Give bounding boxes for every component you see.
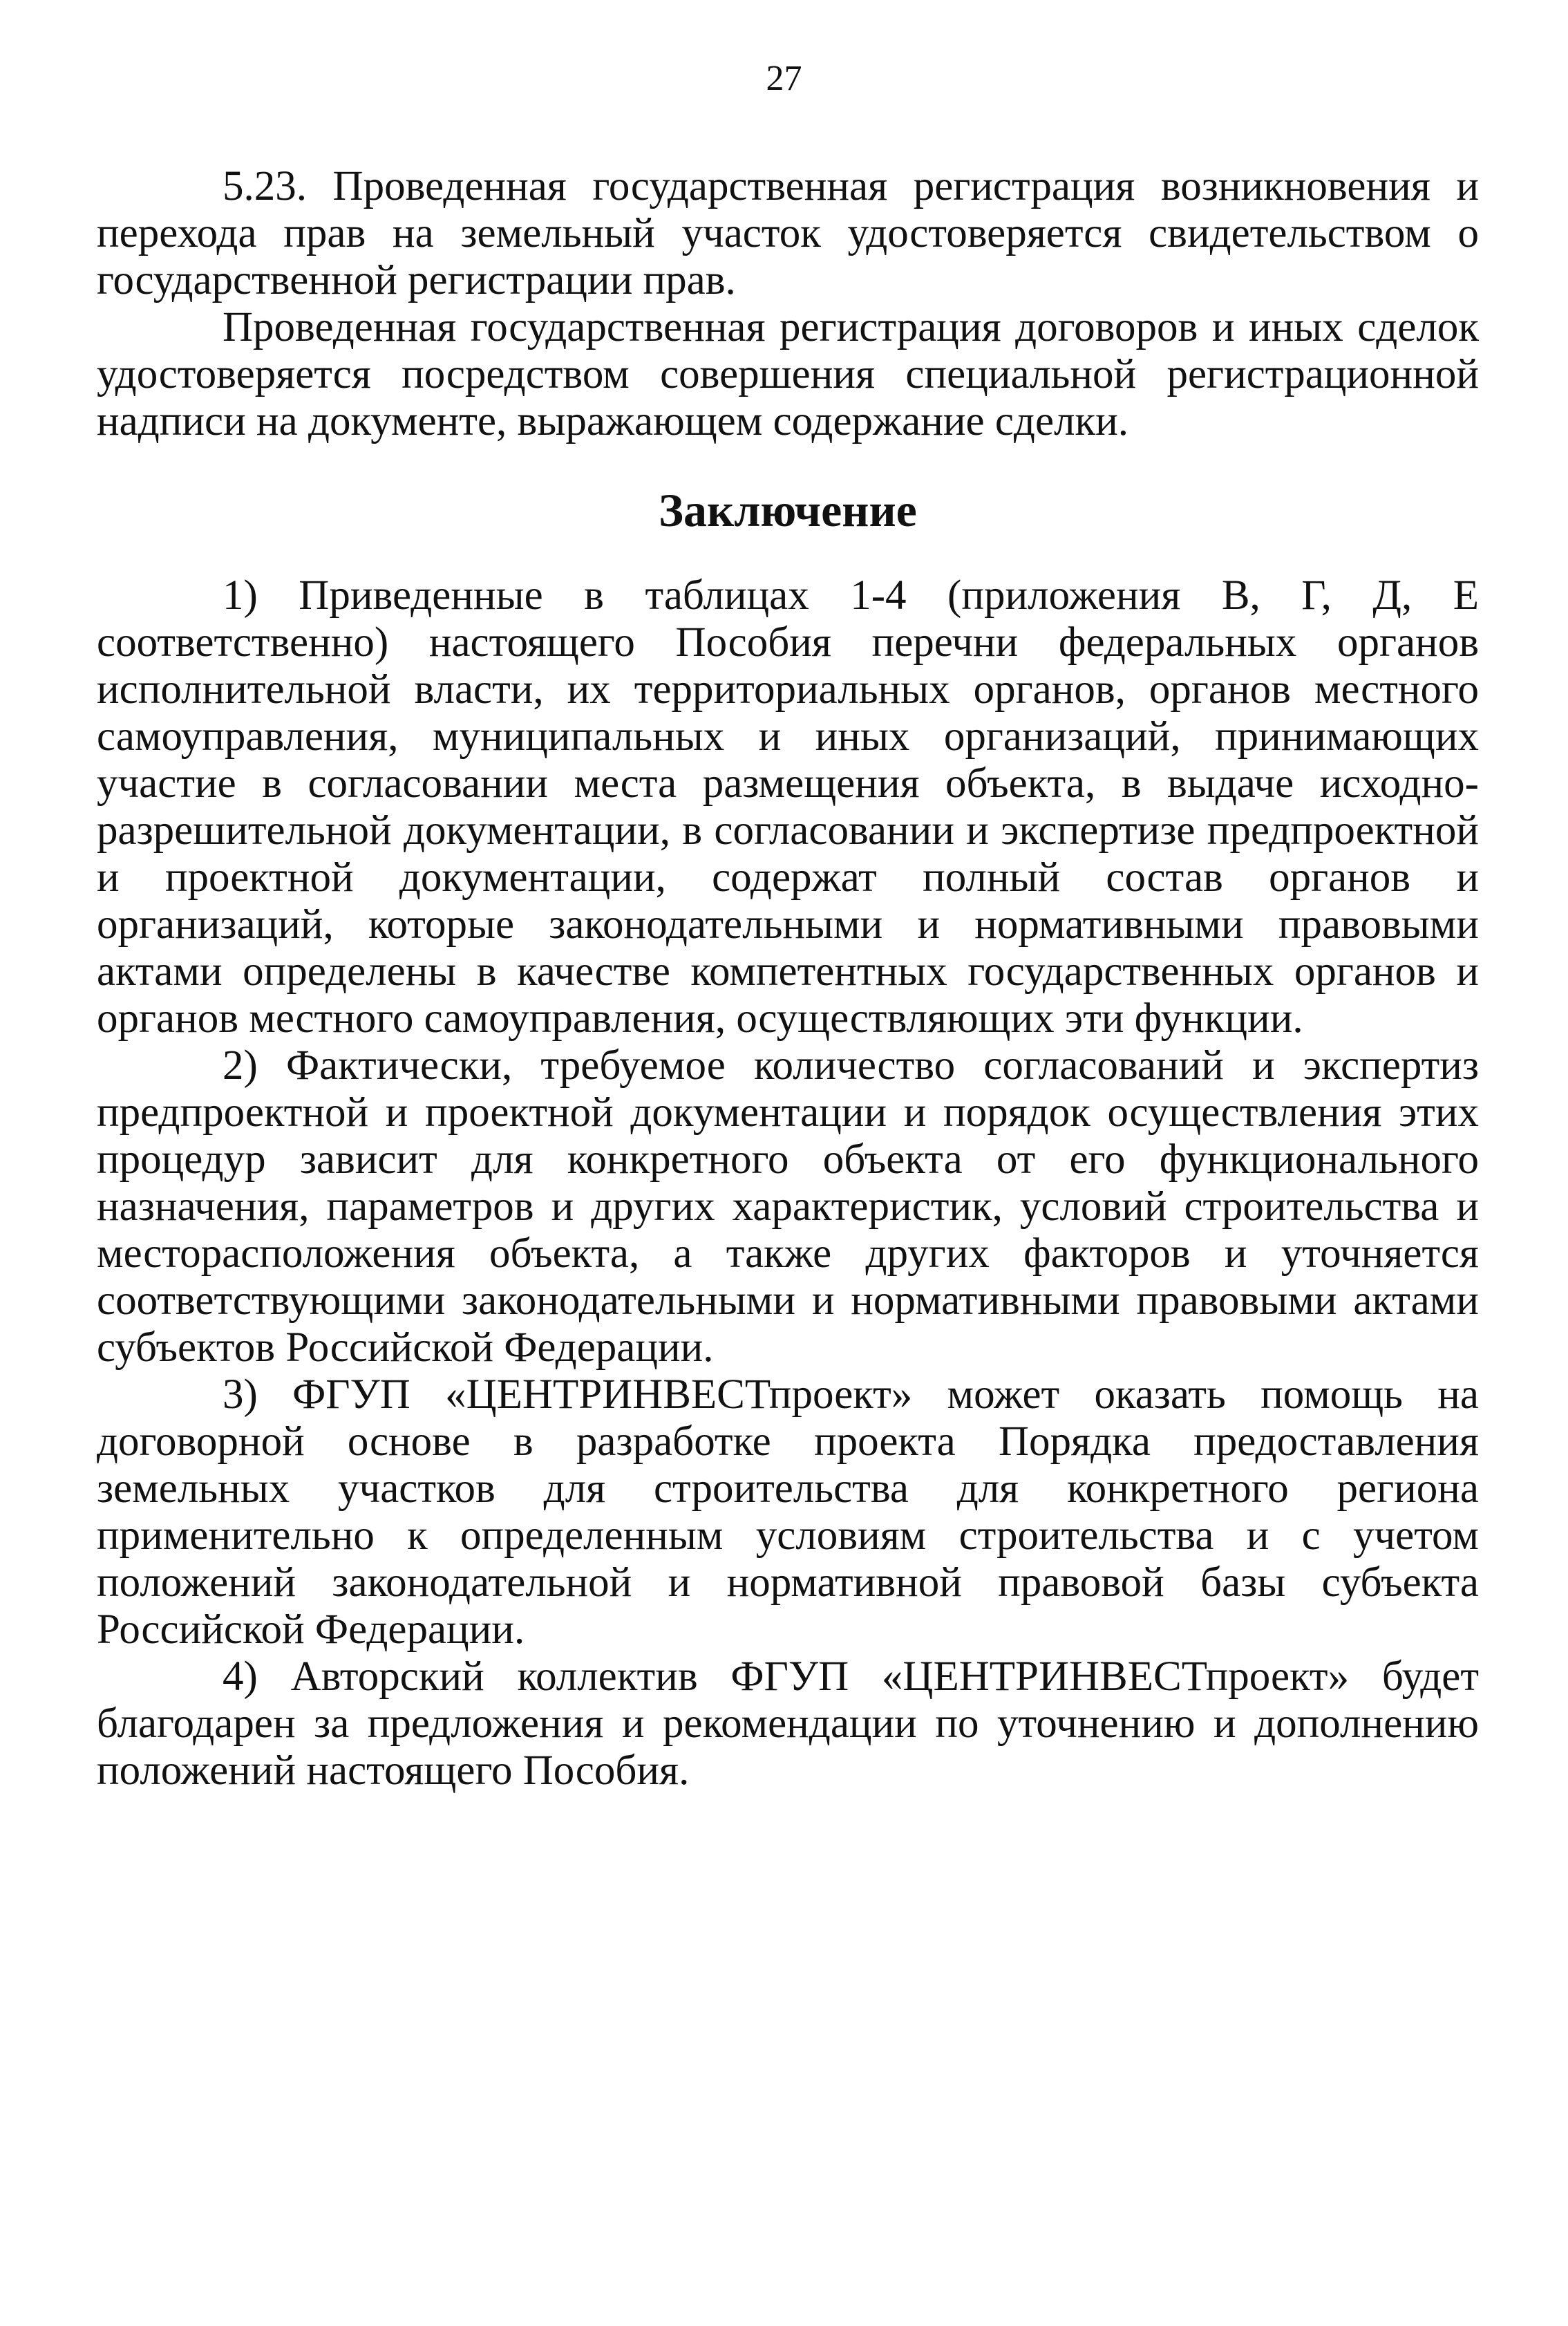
document-body bbox=[97, 163, 1479, 1794]
section-5-23-paragraph-2: Проведенная государственная регистрация договоров и иных сделок удостоверяется посредством совершения специальной регистрационной надписи на документе, выражающем содержание сделки. bbox=[97, 304, 1479, 444]
conclusion-item-3: 3) ФГУП «ЦЕНТРИНВЕСТпроект» может оказать помощь на договорной основе в разработке проекта Порядка предоставления земельных участков для строительства для конкретного региона применительно к определенным условиям строительства и с учетом положений законодательной и нормативной правовой базы субъекта Российской Федерации. bbox=[97, 1371, 1479, 1653]
conclusion-heading: Заключение bbox=[659, 484, 917, 536]
conclusion-item-1: 1) Приведенные в таблицах 1-4 (приложения В, Г, Д, Е соответственно) настоящего Пособия перечни федеральных органов исполнительной власти, их территориальных органов, органов местного самоуправления, муниципальных и иных организаций, принимающих участие в согласовании места размещения объекта, в выдаче исходно-разрешительной документации, в согласовании и экспертизе предпроектной и проектной документации, содержат полный состав органов и организаций, которые законодательными и нормативными правовыми актами определены в качестве компетентных государственных органов и органов местного самоуправления, осуществляющих эти функции. bbox=[97, 572, 1479, 1042]
section-5-23-paragraph-1: 5.23. Проведенная государственная регистрация возникновения и перехода прав на земельный участок удостоверяется свидетельством о государственной регистрации прав. bbox=[97, 163, 1479, 303]
conclusion-item-2: 2) Фактически, требуемое количество согласований и экспертиз предпроектной и проектной документации и порядок осуществления этих процедур зависит для конкретного объекта от его функционального назначения, параметров и других характеристик, условий строительства и месторасположения объекта, а также других факторов и уточняется соответствующими законодательными и нормативными правовыми актами субъектов Российской Федерации. bbox=[97, 1042, 1479, 1371]
page-number: 27 bbox=[766, 59, 802, 98]
conclusion-item-4: 4) Авторский коллектив ФГУП «ЦЕНТРИНВЕСТпроект» будет благодарен за предложения и рекомендации по уточнению и дополнению положений настоящего Пособия. bbox=[97, 1653, 1479, 1794]
